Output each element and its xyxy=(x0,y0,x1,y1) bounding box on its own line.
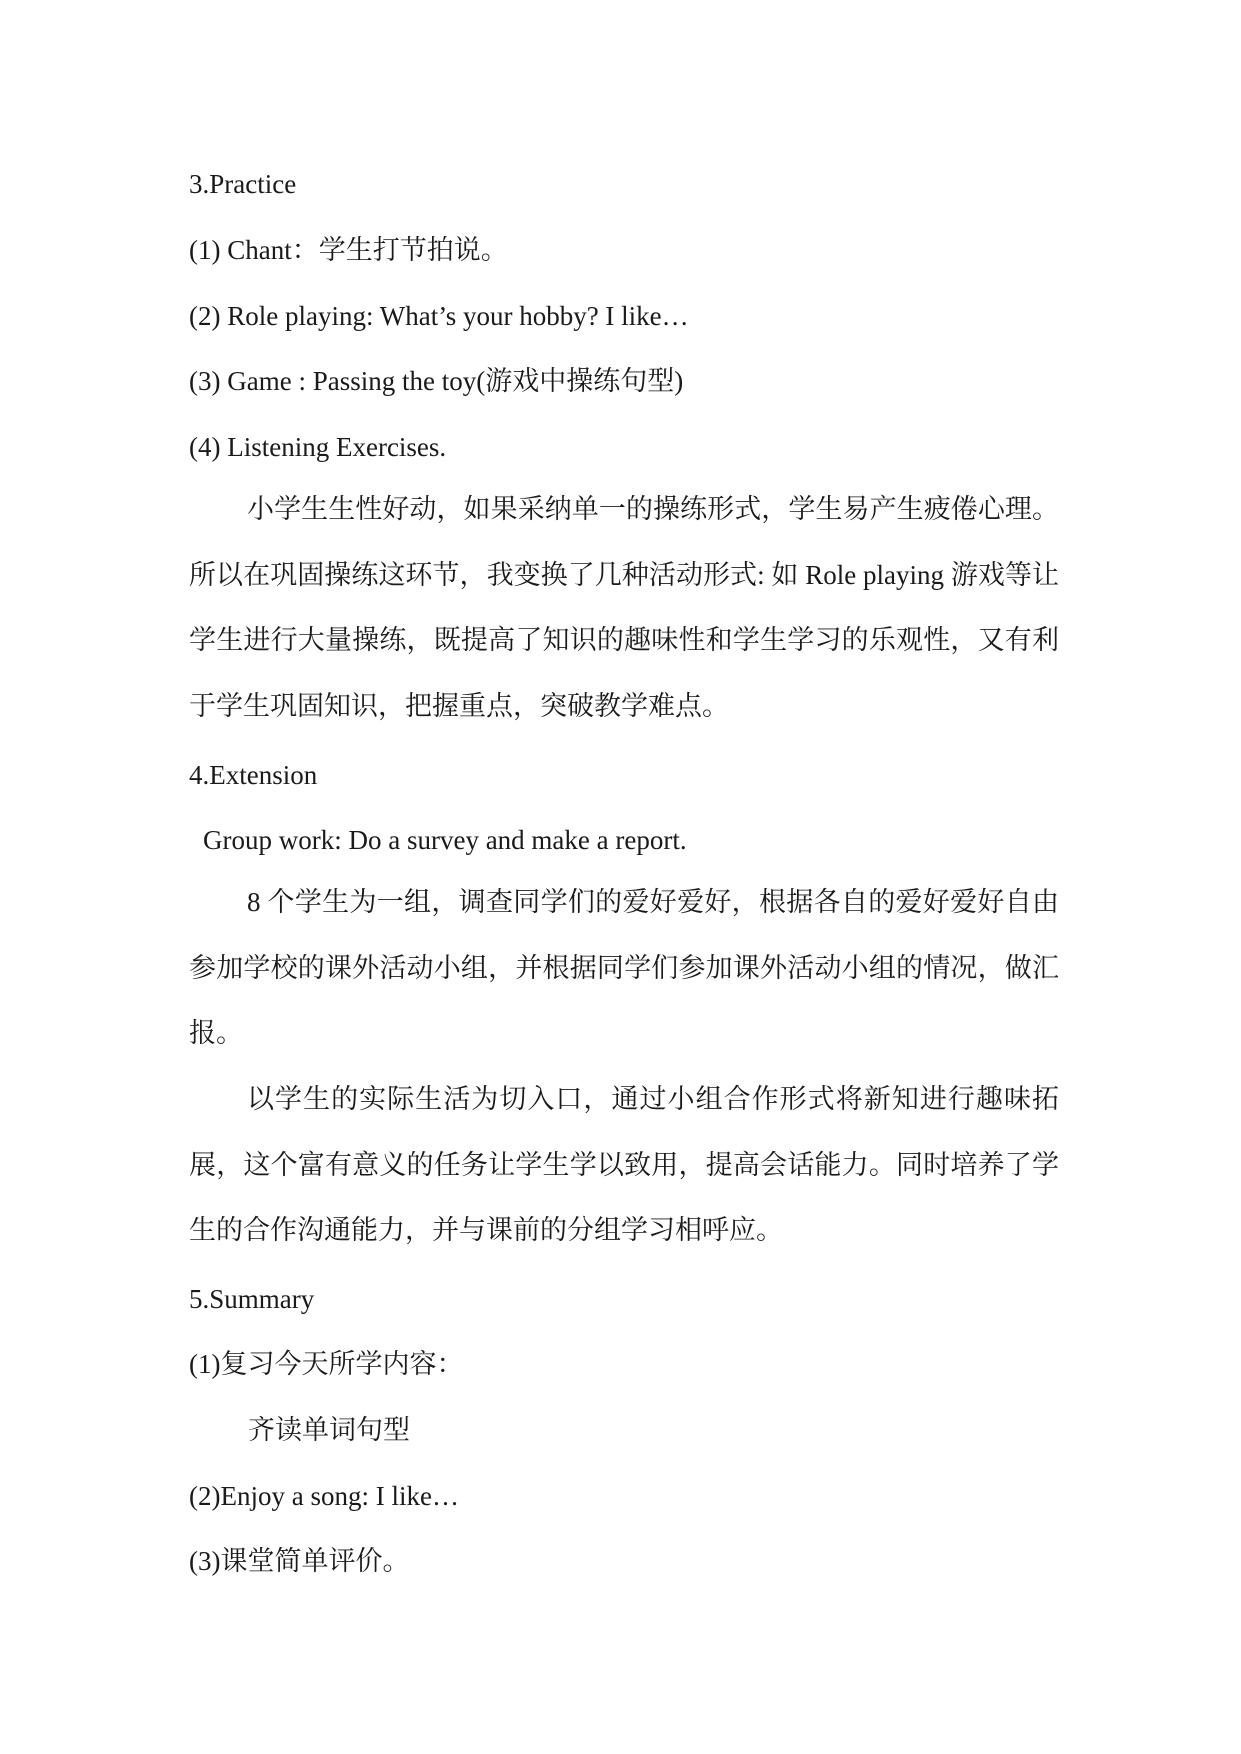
practice-item-chant: (1) Chant：学生打节拍说。 xyxy=(189,235,508,265)
practice-item-listening: (4) Listening Exercises. xyxy=(189,432,447,462)
summary-item-review: (1)复习今天所学内容： xyxy=(189,1349,464,1379)
extension-description: 8 个学生为一组，调查同学们的爱好爱好，根据各自的爱好爱好自由参加学校的课外活动小组，并根据同学们参加课外活动小组的情况，做汇报。 xyxy=(189,887,1059,1048)
section-heading-summary: 5.Summary xyxy=(189,1284,315,1314)
practice-commentary: 小学生生性好动，如果采纳单一的操练形式，学生易产生疲倦心理。所以在巩固操练这环节，我变换了几种活动形式: 如 Role playing 游戏等让学生进行大量操练，既提高了知识的趣味性和学生学习的乐观性，又有利于学生巩固知识，把握重点，突破教学难点。 xyxy=(189,494,1059,721)
summary-item-song: (2)Enjoy a song: I like… xyxy=(189,1481,459,1511)
extension-commentary: 以学生的实际生活为切入口，通过小组合作形式将新知进行趣味拓展，这个富有意义的任务让学生学以致用，提高会话能力。同时培养了学生的合作沟通能力，并与课前的分组学习相呼应。 xyxy=(189,1084,1059,1245)
section-heading-extension: 4.Extension xyxy=(189,760,318,790)
practice-item-role-playing: (2) Role playing: What’s your hobby? I like… xyxy=(189,301,689,331)
section-heading-practice: 3.Practice xyxy=(189,169,297,199)
practice-item-game: (3) Game : Passing the toy(游戏中操练句型) xyxy=(189,366,684,396)
summary-item-review-detail: 齐读单词句型 xyxy=(248,1415,410,1445)
extension-task: Group work: Do a survey and make a report. xyxy=(203,825,687,855)
summary-item-evaluation: (3)课堂简单评价。 xyxy=(189,1546,410,1576)
